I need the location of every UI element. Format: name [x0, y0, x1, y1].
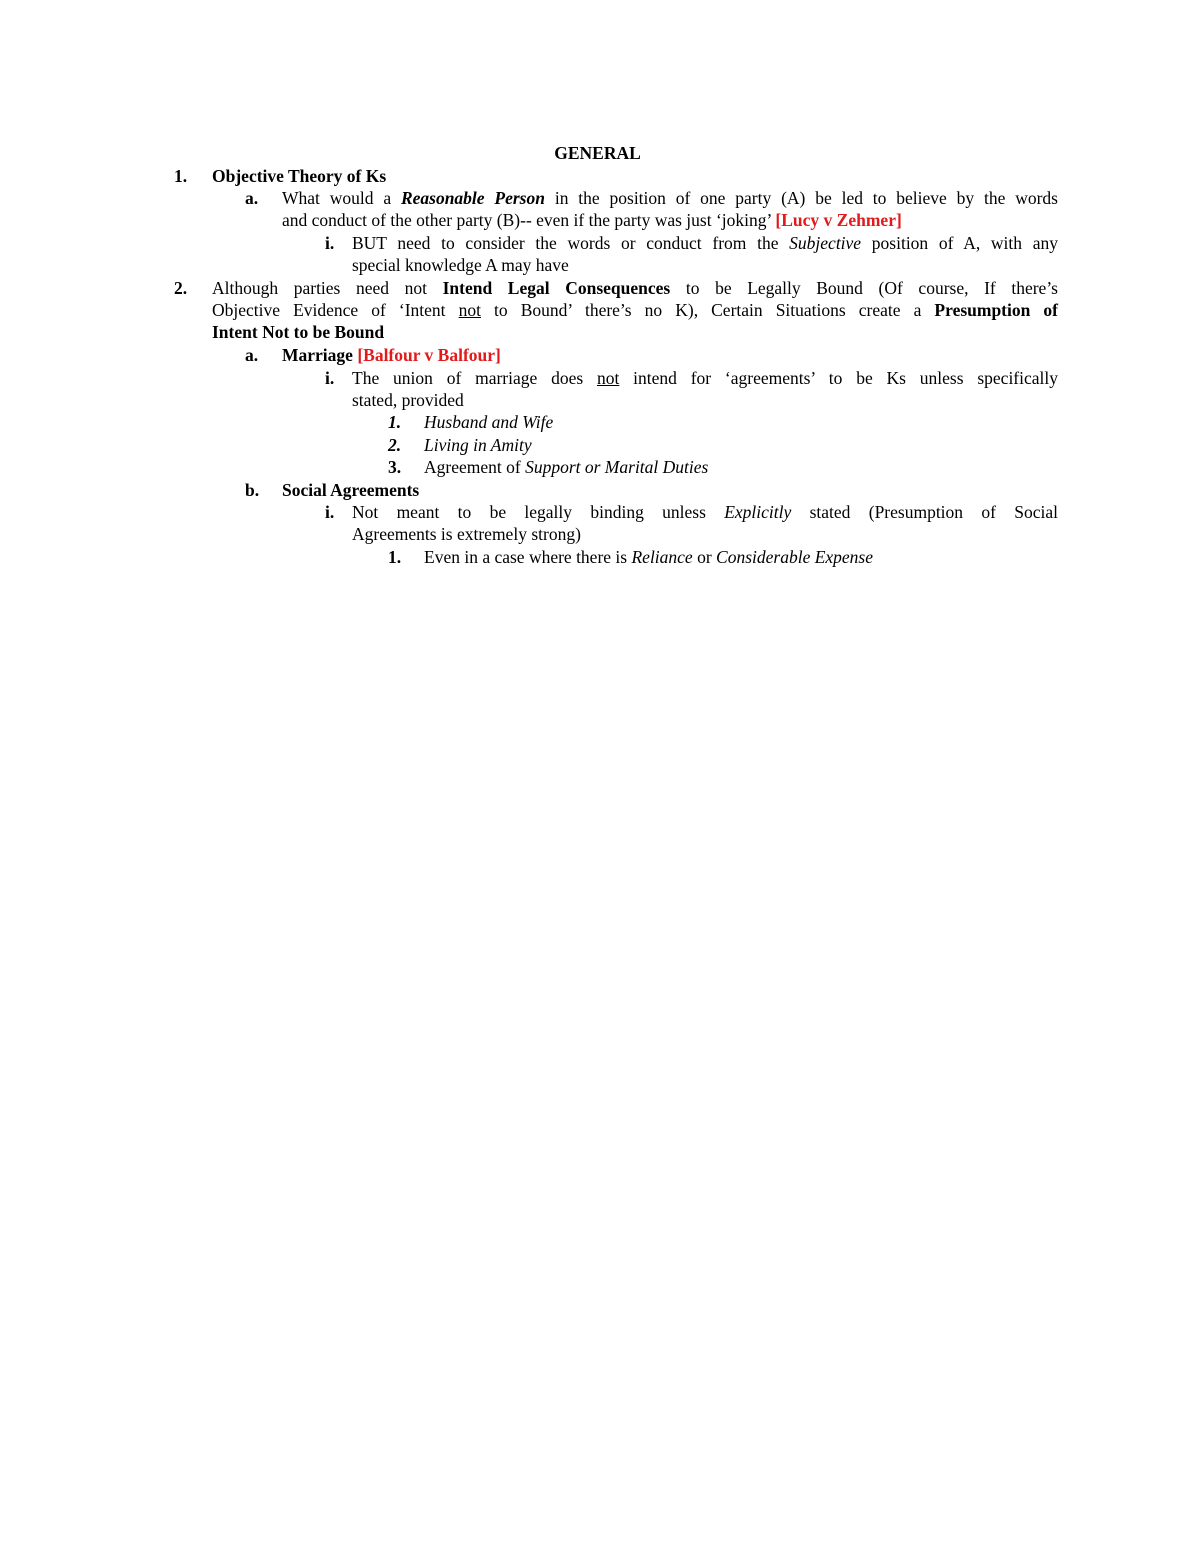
list-marker-i: i.	[325, 368, 335, 388]
paragraph-subjective-line1	[352, 232, 1058, 254]
text-run: intend for ‘agreements’ to be Ks unless specifically	[619, 368, 1059, 388]
paragraph-social-line1	[352, 501, 1058, 523]
case-citation-lucy-v-zehmer: [Lucy v Zehmer]	[775, 210, 902, 230]
paragraph-intent-line1	[212, 277, 1058, 299]
list-marker-b: b.	[245, 480, 260, 500]
paragraph-subjective-line2: special knowledge A may have	[352, 255, 569, 275]
case-citation-balfour-v-balfour: [Balfour v Balfour]	[357, 345, 501, 365]
term-support-or-marital-duties: Support or Marital Duties	[525, 457, 709, 477]
list-marker-a: a.	[245, 188, 259, 208]
text-run: or	[692, 547, 717, 567]
paragraph-reasonable-person-line2	[282, 209, 902, 231]
paragraph-reliance	[424, 546, 873, 568]
paragraph-social-line2: Agreements is extremely strong)	[352, 524, 581, 544]
heading-social-agreements: Social Agreements	[282, 480, 420, 500]
text-run: Even in a case where there is	[424, 547, 632, 567]
text-run: position of A, with any	[861, 233, 1058, 253]
text-run: Not meant to be legally binding unless	[352, 502, 725, 522]
text-run: to Bound’ there’s no K), Certain Situations create a	[480, 300, 935, 320]
term-reliance: Reliance	[631, 547, 693, 567]
list-marker-1: 1.	[388, 547, 402, 567]
list-marker-i: i.	[325, 233, 335, 253]
list-marker-i: i.	[325, 502, 335, 522]
paragraph-intent-line2	[212, 299, 1058, 321]
text-run: Although parties need not	[212, 278, 443, 298]
emphasis-not: not	[458, 300, 481, 320]
condition-husband-and-wife: Husband and Wife	[424, 412, 554, 432]
term-explicitly: Explicitly	[724, 502, 792, 522]
paragraph-union-line2: stated, provided	[352, 390, 464, 410]
condition-living-in-amity: Living in Amity	[424, 435, 532, 455]
term-considerable-expense: Considerable Expense	[716, 547, 874, 567]
paragraph-reasonable-person-line1	[282, 187, 1058, 209]
list-marker-3: 3.	[388, 457, 402, 477]
term-presumption-of: Presumption of	[934, 300, 1058, 320]
text-run: to be Legally Bound (Of course, If there’s	[670, 278, 1058, 298]
list-marker-1: 1.	[174, 166, 188, 186]
list-marker-1: 1.	[388, 412, 402, 432]
text-run: and conduct of the other party (B)-- even if the party was just ‘joking’	[282, 210, 776, 230]
emphasis-not: not	[596, 368, 620, 388]
text-run: Agreement of	[424, 457, 526, 477]
text-run: The union of marriage does	[352, 368, 597, 388]
text-run: BUT need to consider the words or conduct from the	[352, 233, 790, 253]
term-subjective: Subjective	[789, 233, 862, 253]
list-marker-2: 2.	[388, 435, 402, 455]
term-reasonable-person: Reasonable Person	[400, 188, 545, 208]
paragraph-union-line1	[352, 367, 1058, 389]
term-marriage: Marriage	[282, 345, 358, 365]
heading-objective-theory: Objective Theory of Ks	[212, 166, 387, 186]
condition-agreement-of-support	[424, 456, 708, 478]
term-intend-legal-consequences: Intend Legal Consequences	[442, 278, 671, 298]
text-run: What would a	[282, 188, 401, 208]
heading-marriage	[282, 344, 501, 366]
list-marker-a: a.	[245, 345, 259, 365]
page-title: GENERAL	[554, 143, 641, 163]
text-run: Objective Evidence of ‘Intent	[212, 300, 459, 320]
paragraph-intent-line3: Intent Not to be Bound	[212, 322, 385, 342]
text-run: in the position of one party (A) be led to believe by the words	[544, 188, 1058, 208]
text-run: stated (Presumption of Social	[791, 502, 1058, 522]
list-marker-2: 2.	[174, 278, 188, 298]
